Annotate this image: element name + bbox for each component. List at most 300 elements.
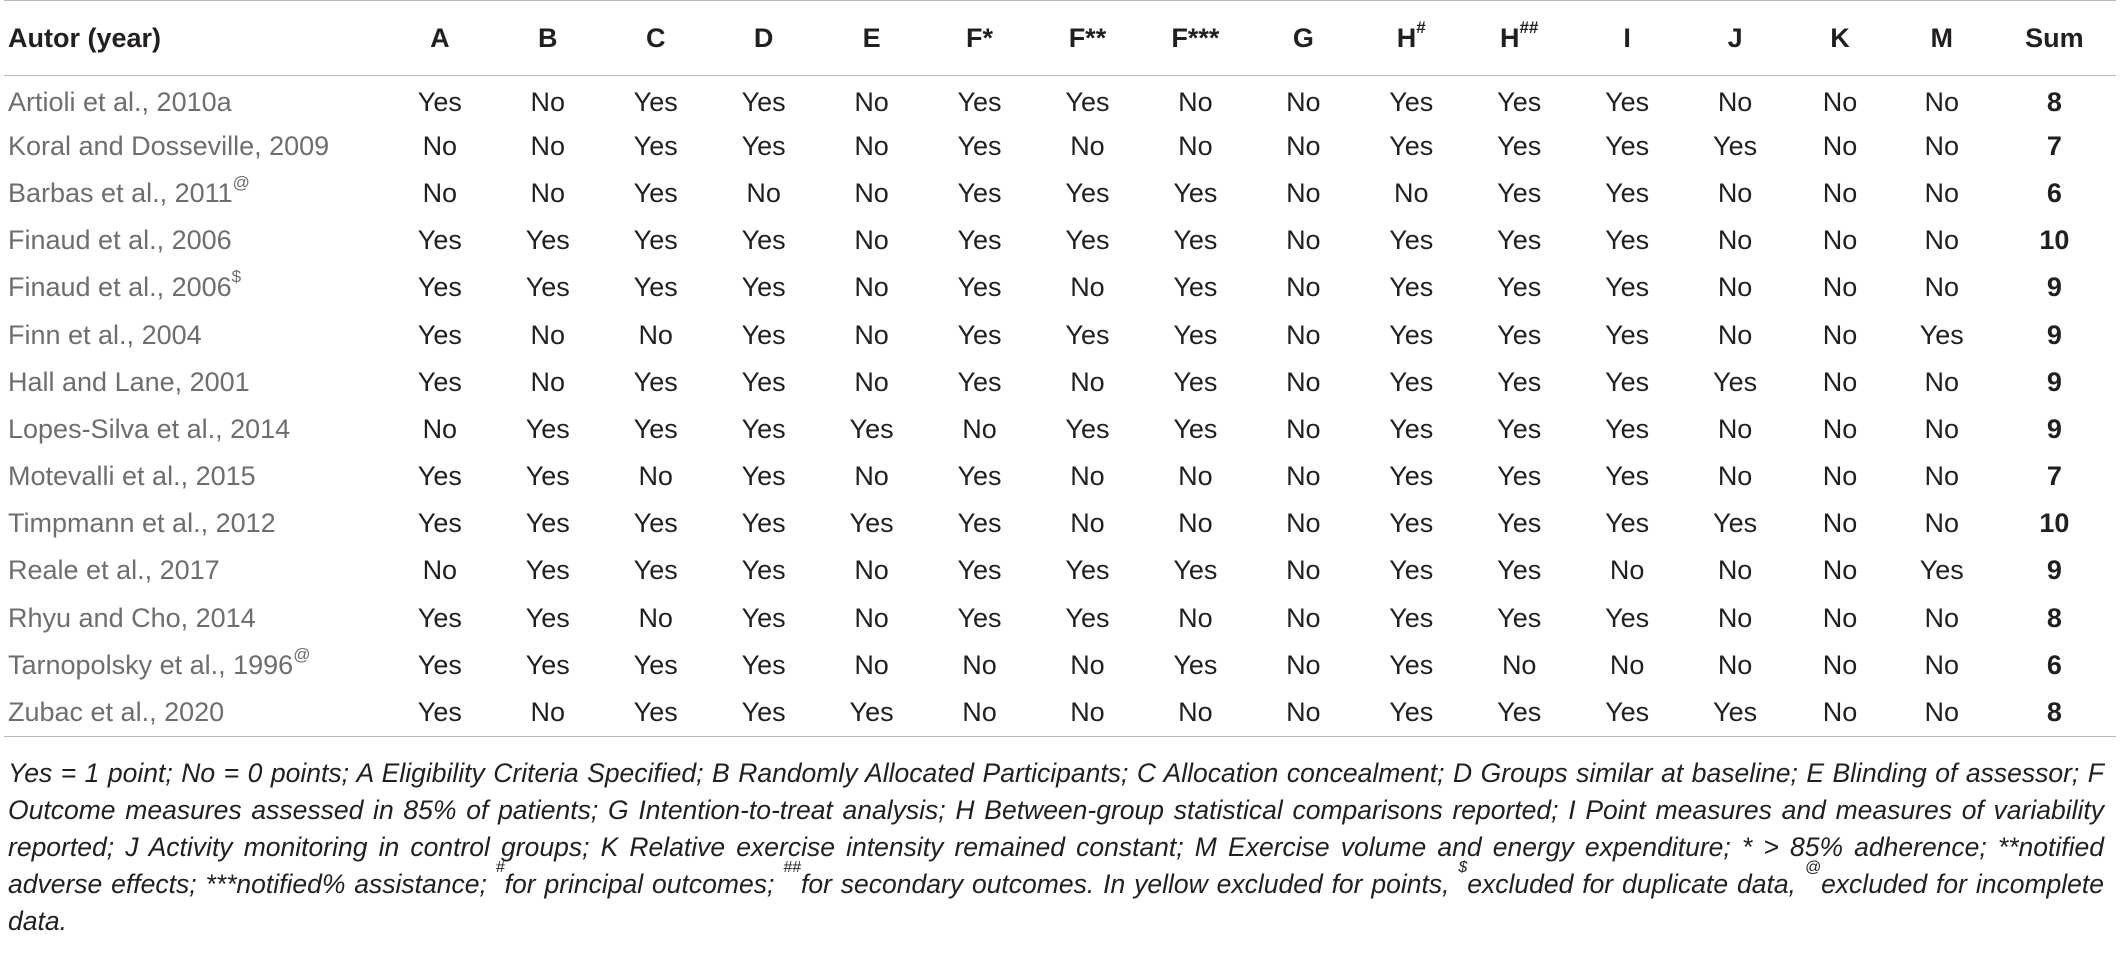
table-row (4, 595, 2116, 642)
criterion-cell: No (1141, 689, 1249, 736)
criterion-cell: Yes (633, 272, 678, 303)
criterion-cell: Yes (1173, 272, 1218, 303)
criterion-cell: Yes (1605, 366, 1650, 397)
criterion-cell: Yes (525, 461, 570, 492)
sum-cell: 7 (2046, 461, 2062, 492)
footnote-symbol: $ (1458, 858, 1468, 876)
sum-cell: 9 (2046, 366, 2062, 397)
criterion-cell: Yes (1389, 508, 1434, 539)
criterion-cell: No (1286, 508, 1321, 539)
criterion-cell: Yes (1497, 555, 1542, 586)
column-header (710, 1, 818, 76)
criterion-cell: Yes (1389, 461, 1434, 492)
criterion-cell: No (638, 461, 673, 492)
criterion-cell: No (1249, 689, 1357, 736)
criterion-cell: No (530, 319, 566, 350)
criterion-cell: Yes (525, 225, 570, 256)
sum-cell: 8 (2046, 86, 2062, 117)
author-cell (4, 264, 386, 311)
criterion-cell: No (854, 555, 889, 586)
criterion-cell: Yes (957, 555, 1002, 586)
criterion-cell: No (1286, 225, 1321, 256)
criterion-cell: Yes (1605, 461, 1650, 492)
author-mark: @ (293, 644, 311, 664)
column-header (818, 1, 926, 76)
criterion-cell: No (962, 413, 997, 444)
criterion-cell: Yes (1173, 366, 1218, 397)
criterion-cell: No (1286, 649, 1321, 680)
criterion-cell: Yes (1497, 461, 1542, 492)
criterion-cell: Yes (1605, 602, 1650, 633)
column-header-superscript: ## (1519, 17, 1539, 37)
criterion-cell: No (1286, 319, 1321, 350)
footnote-text: for secondary outcomes. In yellow excluded for points, (801, 868, 1459, 899)
author-cell (4, 500, 386, 547)
criterion-cell: No (1924, 272, 1960, 303)
criterion-cell: No (1717, 649, 1753, 680)
criterion-cell: No (1286, 177, 1321, 208)
table-row (4, 359, 2116, 406)
criterion-cell: No (1178, 461, 1213, 492)
column-header (1033, 1, 1141, 76)
criterion-cell: No (422, 413, 458, 444)
criterion-cell: Yes (633, 86, 678, 117)
criterion-cell: Yes (1173, 413, 1218, 444)
author-name: Rhyu and Cho, 2014 (8, 602, 256, 633)
criterion-cell: Yes (1497, 366, 1542, 397)
criterion-cell: Yes (417, 461, 462, 492)
criterion-cell: No (530, 130, 566, 161)
sum-cell: 7 (2046, 130, 2062, 161)
criterion-cell: No (1717, 86, 1753, 117)
criterion-cell: Yes (417, 319, 462, 350)
criterion-cell: Yes (1389, 649, 1434, 680)
footnote-segment (1458, 858, 1805, 899)
criterion-cell: Yes (741, 602, 786, 633)
criterion-cell: No (926, 689, 1034, 736)
criterion-cell: No (530, 177, 566, 208)
criterion-cell: Yes (1497, 413, 1542, 444)
criterion-cell: Yes (525, 649, 570, 680)
criterion-cell: Yes (1605, 225, 1650, 256)
criterion-cell: No (1924, 225, 1960, 256)
author-cell (4, 406, 386, 453)
footnote-text: excluded for duplicate data, (1467, 868, 1805, 899)
criterion-cell: Yes (1573, 689, 1681, 736)
author-name: Finaud et al., 2006 (8, 225, 232, 256)
table-row (4, 642, 2116, 689)
criterion-cell: No (1822, 602, 1858, 633)
criterion-cell: Yes (1605, 508, 1650, 539)
criterion-cell: No (1924, 366, 1960, 397)
table-row (4, 547, 2116, 594)
criterion-cell: No (1822, 508, 1858, 539)
footnote-symbol: @ (1804, 858, 1822, 876)
criterion-cell: No (1501, 649, 1537, 680)
column-header (386, 1, 494, 76)
criterion-cell: Yes (417, 272, 462, 303)
criterion-cell: Yes (386, 689, 494, 736)
criterion-cell: Yes (417, 225, 462, 256)
criterion-cell: No (854, 366, 889, 397)
column-header (1681, 1, 1789, 76)
criterion-cell: Yes (1173, 319, 1218, 350)
sum-cell: 9 (2046, 272, 2062, 303)
criterion-cell: No (1924, 649, 1960, 680)
criterion-cell: No (1178, 86, 1213, 117)
criterion-cell: Yes (525, 602, 570, 633)
column-header (494, 1, 602, 76)
criterion-cell: No (1822, 649, 1858, 680)
table-body (4, 76, 2116, 737)
table-row (4, 453, 2116, 500)
footnote-segment (783, 858, 1459, 899)
criterion-cell: No (1178, 130, 1213, 161)
criterion-cell: No (854, 177, 889, 208)
author-cell (4, 595, 386, 642)
criterion-cell: No (1286, 366, 1321, 397)
criterion-cell: Yes (741, 319, 786, 350)
footnote-symbol: ## (783, 858, 801, 876)
criterion-cell: No (1717, 413, 1753, 444)
author-cell (4, 123, 386, 170)
author-name: Motevalli et al., 2015 (8, 461, 256, 492)
footnote-segment (495, 858, 784, 899)
criterion-cell: Yes (1605, 86, 1650, 117)
table-row (4, 311, 2116, 358)
footnote-text: excluded for incomplete data. (8, 868, 2104, 936)
criterion-cell: No (962, 649, 997, 680)
criterion-cell: Yes (957, 177, 1002, 208)
criterion-cell: No (530, 366, 566, 397)
criterion-cell: Yes (633, 366, 678, 397)
criterion-cell: No (854, 319, 889, 350)
author-name: Artioli et al., 2010a (8, 86, 232, 117)
criterion-cell: Yes (710, 689, 818, 736)
criterion-cell: No (1070, 366, 1105, 397)
criterion-cell: Yes (417, 508, 462, 539)
column-header-label: Sum (2025, 22, 2084, 53)
column-header-label: M (1930, 22, 1954, 53)
criterion-cell: Yes (1065, 86, 1110, 117)
criterion-cell: No (1717, 461, 1753, 492)
criterion-cell: Yes (741, 413, 786, 444)
criterion-cell: No (854, 461, 889, 492)
criterion-cell: No (854, 272, 889, 303)
criterion-cell: No (1070, 461, 1105, 492)
criterion-cell: No (1070, 272, 1105, 303)
column-header-label: Autor (year) (8, 22, 162, 53)
criterion-cell: Yes (741, 86, 786, 117)
criterion-cell: Yes (1605, 413, 1650, 444)
sum-cell: 9 (2046, 555, 2062, 586)
criterion-cell: Yes (957, 225, 1002, 256)
criterion-cell: Yes (1497, 319, 1542, 350)
column-header (1357, 1, 1465, 76)
criterion-cell: No (1070, 649, 1105, 680)
author-name: Finn et al., 2004 (8, 319, 202, 350)
criterion-cell: No (1822, 130, 1858, 161)
column-header (926, 1, 1034, 76)
criterion-cell: No (1394, 177, 1429, 208)
criterion-cell: No (1822, 555, 1858, 586)
criterion-cell: Yes (1173, 177, 1218, 208)
criterion-cell: Yes (1497, 602, 1542, 633)
criterion-cell: No (422, 555, 458, 586)
table-header-row (4, 1, 2116, 76)
criterion-cell: No (854, 86, 889, 117)
sum-cell: 8 (2046, 602, 2062, 633)
column-header (1141, 1, 1249, 76)
table-row (4, 170, 2116, 217)
criterion-cell: Yes (741, 130, 786, 161)
criterion-cell: Yes (1389, 602, 1434, 633)
criterion-cell: No (1070, 508, 1105, 539)
column-header-label: H (1396, 22, 1417, 53)
criterion-cell: Yes (957, 602, 1002, 633)
author-name: Reale et al., 2017 (8, 555, 220, 586)
criterion-cell: Yes (1605, 319, 1650, 350)
criterion-cell: Yes (1389, 225, 1434, 256)
column-header-label: F*** (1171, 22, 1220, 53)
criterion-cell: No (1717, 177, 1753, 208)
table-row (4, 406, 2116, 453)
criterion-cell: Yes (417, 86, 462, 117)
criterion-cell: Yes (849, 413, 894, 444)
author-cell (4, 359, 386, 406)
criterion-cell: Yes (633, 508, 678, 539)
sum-cell: 9 (2046, 413, 2062, 444)
author-cell (4, 311, 386, 358)
author-name: Tarnopolsky et al., 1996 (8, 649, 294, 680)
column-header-label: D (753, 22, 774, 53)
criterion-cell: Yes (1919, 555, 1964, 586)
column-header-label: F** (1068, 22, 1107, 53)
author-mark: @ (232, 172, 250, 192)
criterion-cell: Yes (741, 366, 786, 397)
sum-cell: 6 (2046, 177, 2062, 208)
criterion-cell: No (494, 689, 602, 736)
criterion-cell: Yes (957, 461, 1002, 492)
criterion-cell: Yes (525, 555, 570, 586)
author-name: Zubac et al., 2020 (8, 696, 225, 727)
criterion-cell: Yes (1389, 86, 1434, 117)
criterion-cell: Yes (1497, 86, 1542, 117)
criterion-cell: Yes (1065, 602, 1110, 633)
criterion-cell: Yes (1065, 555, 1110, 586)
column-header-label: J (1727, 22, 1743, 53)
criterion-cell: Yes (957, 130, 1002, 161)
criterion-cell: Yes (1497, 225, 1542, 256)
criterion-cell: No (1717, 272, 1753, 303)
criterion-cell: Yes (818, 689, 926, 736)
sum-cell: 10 (2039, 225, 2070, 256)
criterion-cell: No (1924, 508, 1960, 539)
criterion-cell: Yes (1173, 555, 1218, 586)
criterion-cell: Yes (1065, 225, 1110, 256)
column-header-label: F* (966, 22, 994, 53)
criterion-cell: No (1178, 602, 1213, 633)
criterion-cell: No (1891, 689, 1993, 736)
column-header-label: B (538, 22, 558, 53)
criterion-cell: Yes (1713, 508, 1758, 539)
criterion-cell: No (746, 177, 781, 208)
column-header-label: I (1623, 22, 1631, 53)
criterion-cell: No (1822, 413, 1858, 444)
column-header (1789, 1, 1891, 76)
criterion-cell: Yes (525, 272, 570, 303)
criterion-cell: Yes (741, 508, 786, 539)
criterion-cell: No (1822, 319, 1858, 350)
criterion-cell: Yes (1389, 366, 1434, 397)
criterion-cell: No (1286, 413, 1321, 444)
criterion-cell: No (1178, 508, 1213, 539)
criterion-cell: Yes (1065, 413, 1110, 444)
criterion-cell: Yes (1497, 272, 1542, 303)
column-header-label: A (430, 22, 450, 53)
table-row (4, 500, 2116, 547)
criterion-cell: Yes (1389, 130, 1434, 161)
footnote-text: Yes = 1 point; No = 0 points; A Eligibility Criteria Specified; B Randomly Allocated Participants; C Allocation concealment; D Groups similar at baseline; E Blinding of assessor; F Outcome measures assessed in 85% of patients; G Intention-to-treat analysis; H Between-group statistical comparisons reported; I Point measures and measures of variability reported; J Activity monitoring in control groups; K Relative exercise intensity remained constant; M Exercise volume and energy expenditure; * > 85% adherence; **notified adverse effects; ***notified% assistance; (8, 757, 2104, 899)
criterion-cell: No (1924, 177, 1960, 208)
criterion-cell: No (638, 602, 673, 633)
author-cell (4, 76, 386, 123)
criterion-cell: Yes (1173, 225, 1218, 256)
criterion-cell: No (1822, 86, 1858, 117)
criterion-cell: Yes (417, 366, 462, 397)
criterion-cell: No (1609, 649, 1645, 680)
criterion-cell: No (854, 130, 889, 161)
criterion-cell: Yes (1465, 689, 1573, 736)
author-name: Hall and Lane, 2001 (8, 366, 250, 397)
author-cell (4, 217, 386, 264)
criterion-cell: No (1789, 689, 1891, 736)
criterion-cell: No (1822, 272, 1858, 303)
criterion-cell: No (854, 602, 889, 633)
author-mark: $ (231, 267, 242, 287)
criterion-cell: Yes (525, 508, 570, 539)
criterion-cell: Yes (525, 413, 570, 444)
table-row (4, 76, 2116, 123)
criterion-cell: No (1286, 555, 1321, 586)
criterion-cell: No (1286, 602, 1321, 633)
criterion-cell: No (854, 225, 889, 256)
criterion-cell: Yes (1497, 177, 1542, 208)
column-header-superscript: # (1416, 17, 1426, 37)
criterion-cell: Yes (1389, 272, 1434, 303)
criterion-cell: Yes (1605, 130, 1650, 161)
criterion-cell: Yes (741, 649, 786, 680)
column-header (1573, 1, 1681, 76)
criterion-cell: Yes (741, 225, 786, 256)
criterion-cell: Yes (1681, 689, 1789, 736)
criterion-cell: Yes (633, 555, 678, 586)
criterion-cell: Yes (849, 508, 894, 539)
author-cell (4, 453, 386, 500)
criterion-cell: No (1822, 225, 1858, 256)
author-cell (4, 170, 386, 217)
criterion-cell: No (1822, 366, 1858, 397)
criterion-cell: No (1717, 225, 1753, 256)
criterion-cell: No (854, 649, 889, 680)
criterion-cell: Yes (1919, 319, 1964, 350)
footnote-text: for principal outcomes; (504, 868, 784, 899)
column-header-label: K (1830, 22, 1850, 53)
sum-cell: 6 (2046, 649, 2062, 680)
criterion-cell: No (1924, 602, 1960, 633)
column-header-label: E (862, 22, 881, 53)
column-header-label: H (1499, 22, 1520, 53)
criterion-cell: No (1717, 319, 1753, 350)
criterion-cell: Yes (957, 319, 1002, 350)
column-header-label: C (645, 22, 666, 53)
criterion-cell: Yes (741, 555, 786, 586)
criterion-cell: No (1924, 461, 1960, 492)
criterion-cell: Yes (1065, 177, 1110, 208)
criterion-cell: No (422, 177, 458, 208)
criterion-cell: No (1822, 177, 1858, 208)
criterion-cell: Yes (1713, 366, 1758, 397)
criterion-cell: No (1033, 689, 1141, 736)
sum-cell: 9 (2046, 319, 2062, 350)
criterion-cell: Yes (633, 413, 678, 444)
author-cell (4, 547, 386, 594)
column-header (1993, 1, 2116, 76)
author-name: Koral and Dosseville, 2009 (8, 130, 330, 161)
criterion-cell: Yes (957, 86, 1002, 117)
criterion-cell: Yes (1497, 130, 1542, 161)
criterion-cell: No (1924, 130, 1960, 161)
criterion-cell: No (1286, 86, 1321, 117)
criterion-cell: Yes (741, 272, 786, 303)
footnote-symbol: # (495, 858, 505, 876)
quality-assessment-table (4, 0, 2116, 737)
criterion-cell: No (1924, 86, 1960, 117)
criterion-cell: Yes (633, 225, 678, 256)
criterion-cell: No (638, 319, 673, 350)
criterion-cell: No (1609, 555, 1645, 586)
criterion-cell: No (530, 86, 566, 117)
criterion-cell: Yes (1605, 272, 1650, 303)
author-name: Barbas et al., 2011 (8, 177, 233, 208)
criterion-cell: Yes (957, 272, 1002, 303)
criterion-cell: Yes (1389, 413, 1434, 444)
criterion-cell: Yes (957, 366, 1002, 397)
table-row (4, 217, 2116, 264)
author-cell (4, 689, 386, 736)
criterion-cell: Yes (1173, 649, 1218, 680)
criterion-cell: No (1717, 555, 1753, 586)
criterion-cell: Yes (417, 649, 462, 680)
column-header (1891, 1, 1993, 76)
criterion-cell: Yes (1605, 177, 1650, 208)
criterion-cell: Yes (417, 602, 462, 633)
author-name: Finaud et al., 2006 (8, 272, 232, 303)
criterion-cell: Yes (1065, 319, 1110, 350)
criterion-cell: Yes (1389, 319, 1434, 350)
criterion-cell: No (1717, 602, 1753, 633)
criterion-cell: No (1070, 130, 1105, 161)
sum-cell: 8 (1993, 689, 2116, 736)
column-header-label: G (1292, 22, 1314, 53)
criterion-cell: No (1924, 413, 1960, 444)
criterion-cell: Yes (633, 177, 678, 208)
sum-cell: 10 (2039, 508, 2070, 539)
author-name: Lopes-Silva et al., 2014 (8, 413, 291, 444)
criterion-cell: No (1286, 461, 1321, 492)
criterion-cell: No (1286, 272, 1321, 303)
criterion-cell: No (1822, 461, 1858, 492)
